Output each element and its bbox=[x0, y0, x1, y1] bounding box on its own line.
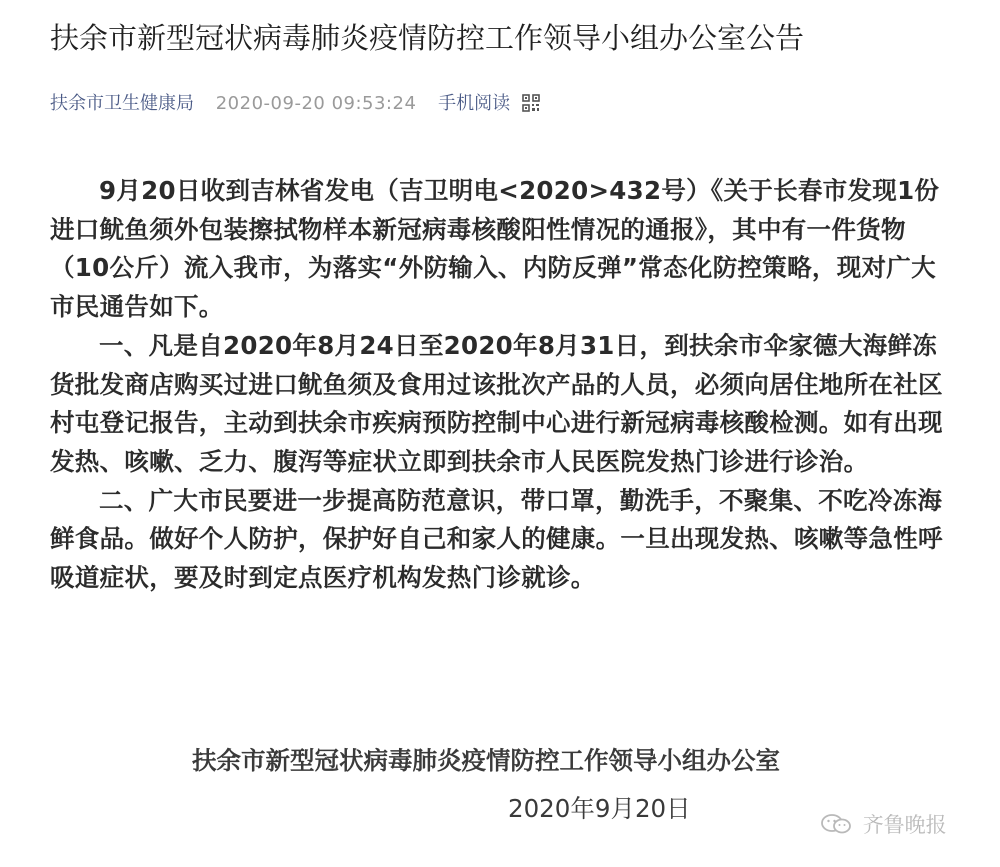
wechat-icon bbox=[820, 813, 854, 835]
watermark-text: 齐鲁晚报 bbox=[862, 813, 947, 837]
watermark bbox=[820, 810, 947, 840]
paragraph-item-1: 一、凡是自2020年8月24日至2020年8月31日，到扶余市伞家德大海鲜冻货批发商店购买过进口鱿鱼须及食用过该批次产品的人员，必须向居住地所在社区村屯登记报告，主动到扶余市疾病预防控制中心进行新冠病毒核酸检测。如有出现发热、咳嗽、乏力、腹泻等症状立即到扶余市人民医院发热门诊进行诊治。 bbox=[50, 330, 943, 476]
article-title: 扶余市新型冠状病毒肺炎疫情防控工作领导小组办公室公告 bbox=[50, 21, 805, 55]
source-link[interactable]: 扶余市卫生健康局 bbox=[50, 93, 194, 114]
paragraph-intro: 9月20日收到吉林省发电（吉卫明电<2020>432号）《关于长春市发现1份进口鱿鱼须外包装擦拭物样本新冠病毒核酸阳性情况的通报》，其中有一件货物（10公斤）流入我市，为落实“外防输入、内防反弹”常态化防控策略，现对广大市民通告如下。 bbox=[50, 176, 940, 322]
paragraph-item-2: 二、广大市民要进一步提高防范意识，带口罩，勤洗手，不聚集、不吃冷冻海鲜食品。做好个人防护，保护好自己和家人的健康。一旦出现发热、咳嗽等急性呼吸道症状，要及时到定点医疗机构发热门诊就诊。 bbox=[50, 485, 943, 593]
mobile-read-link[interactable]: 手机阅读 bbox=[438, 93, 511, 114]
article-meta bbox=[50, 90, 540, 118]
article-body bbox=[50, 172, 960, 598]
signature-date: 2020年9月20日 bbox=[508, 794, 691, 823]
publish-time: 2020-09-20 09:53:24 bbox=[215, 93, 417, 114]
signature-organization: 扶余市新型冠状病毒肺炎疫情防控工作领导小组办公室 bbox=[192, 746, 780, 775]
qr-code-icon[interactable] bbox=[522, 93, 540, 111]
